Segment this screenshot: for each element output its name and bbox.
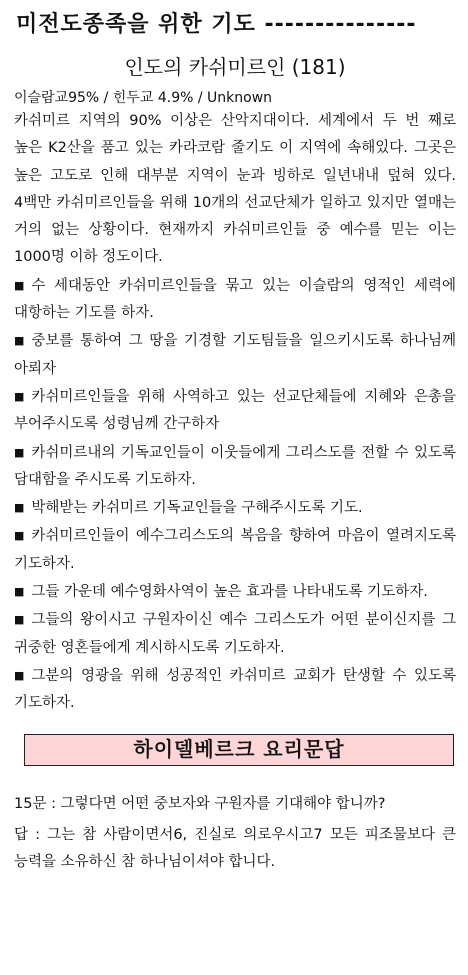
catechism-qa: [14, 791, 456, 877]
bullet-icon: ■: [14, 334, 25, 348]
prayer-item: [14, 578, 456, 606]
bullet-icon: ■: [14, 278, 25, 292]
prayer-item: [14, 606, 456, 662]
bullet-icon: ■: [14, 585, 25, 599]
prayer-item: [14, 522, 456, 578]
prayer-item-text: 중보를 통하여 그 땅을 기경할 기도팀들을 일으키시도록 하나님께 아뢰자: [14, 333, 456, 377]
description-paragraph: 카쉬미르 지역의 90% 이상은 산악지대이다. 세계에서 두 번 째로 높은 K2산을 품고 있는 카라코람 줄기도 이 지역에 속해있다. 그곳은 높은 고도로 인해 대부분 지역이 눈과 빙하로 일년내내 덮혀 있다. 4백만 카쉬미르인들을 위해 10개의 선교단체가 일하고 있지만 열매는 거의 없는 상황이다. 현재까지 카쉬미르인들 중 예수를 믿는 이는 1000명 이하 정도이다.: [14, 113, 456, 266]
people-group-title: 인도의 카쉬미르인 (181): [124, 55, 346, 79]
bullet-icon: ■: [14, 529, 25, 543]
bullet-icon: ■: [14, 501, 25, 515]
prayer-item-text: 박해받는 카쉬미르 기독교인들을 구해주시도록 기도.: [31, 500, 363, 517]
bullet-icon: ■: [14, 445, 25, 459]
bullet-icon: ■: [14, 668, 25, 682]
bullet-icon: ■: [14, 613, 25, 627]
prayer-item-text: 카쉬미르인들을 위해 사역하고 있는 선교단체들에 지혜와 은총을 부어주시도록 성령님께 간구하자: [14, 388, 456, 433]
prayer-item: [14, 272, 456, 328]
catechism-question: 15문 : 그렇다면 어떤 중보자와 구원자를 기대해야 합니까?: [14, 795, 386, 812]
catechism-answer: 답 : 그는 참 사람이면서6, 진실로 의로우시고7 모든 피조물보다 큰 능력을 소유하신 참 하나님이셔야 합니다.: [14, 826, 456, 871]
prayer-item: [14, 383, 456, 439]
prayer-item: [14, 662, 456, 718]
prayer-item: [14, 439, 456, 495]
page-header-title: 미전도종족을 위한 기도 ---------------: [16, 12, 417, 37]
prayer-item-text: 카쉬미르내의 기독교인들이 이웃들에게 그리스도를 전할 수 있도록 담대함을 주시도록 기도하자.: [14, 444, 456, 488]
bullet-icon: ■: [14, 389, 25, 403]
prayer-item-text: 그분의 영광을 위해 성공적인 카쉬미르 교회가 탄생할 수 있도록 기도하자.: [14, 667, 456, 712]
prayer-content: [14, 108, 456, 718]
prayer-item-text: 카쉬미르인들이 예수그리스도의 복음을 향하여 마음이 열려지도록 기도하자.: [14, 528, 456, 572]
religion-stats: 이슬람교95% / 힌두교 4.9% / Unknown: [14, 90, 273, 106]
catechism-section-title: 하이델베르크 요리문답: [24, 734, 454, 766]
prayer-item: [14, 327, 456, 383]
prayer-item-text: 그들의 왕이시고 구원자이신 예수 그리스도가 어떤 분이신지를 그 귀중한 영혼들에게 계시하시도록 기도하자.: [14, 612, 456, 656]
prayer-item-text: 그들 가운데 예수영화사역이 높은 효과를 나타내도록 기도하자.: [31, 584, 428, 601]
prayer-item: [14, 494, 456, 522]
prayer-item-text: 수 세대동안 카쉬미르인들을 묶고 있는 이슬람의 영적인 세력에 대항하는 기도를 하자.: [14, 277, 456, 322]
